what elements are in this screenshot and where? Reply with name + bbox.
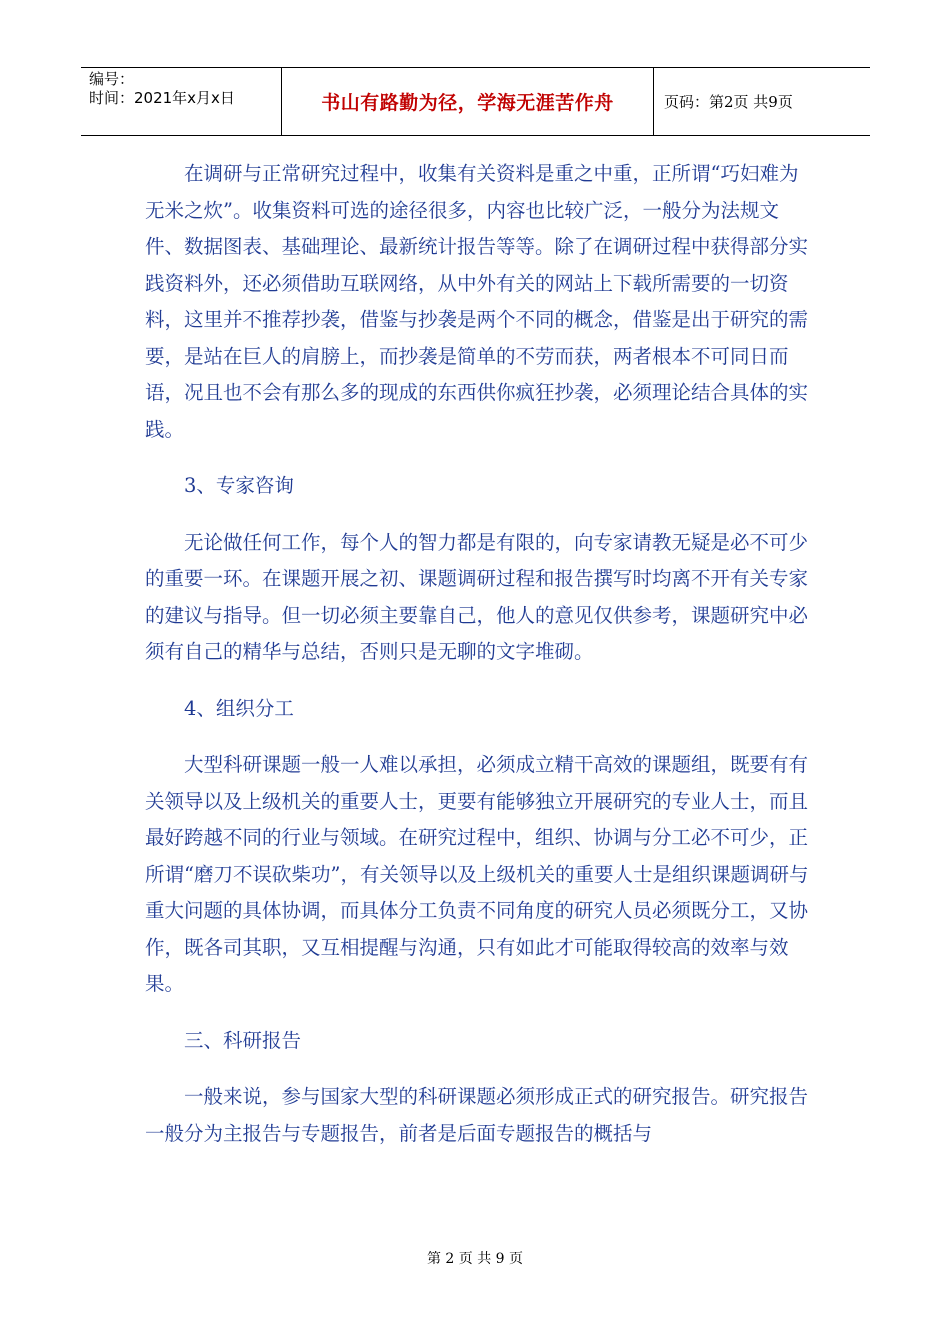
page-footer: 第 2 页 共 9 页 <box>426 1251 524 1267</box>
paragraph-experts: 无论做任何工作，每个人的智力都是有限的，向专家请教无疑是必不可少的重要一环。在课题开展之初、课题调研过程和报告撰写时均离不开有关专家的建议与指导。但一切必须主要靠自己，他人的意见仅供参考，课题研究中必须有自己的精华与总结，否则只是无聊的文字堆砌。 <box>145 530 809 663</box>
header-page-info: 页码：第2页 共9页 <box>664 93 793 111</box>
paragraph-report: 一般来说，参与国家大型的科研课题必须形成正式的研究报告。研究报告一般分为主报告与专题报告，前者是后面专题报告的概括与 <box>145 1085 809 1145</box>
document-body <box>145 156 810 1152</box>
header-motto: 书山有路勤为径，学海无涯苦作舟 <box>282 68 654 135</box>
heading-organization: 4、组织分工 <box>184 696 294 720</box>
header-meta-cell <box>81 68 282 135</box>
heading-expert-consultation: 3、专家咨询 <box>184 474 294 497</box>
number-label: 编号： <box>89 70 135 88</box>
paragraph-organization: 大型科研课题一般一人难以承担，必须成立精干高效的课题组，既要有有关领导以及上级机关的重要人士，更要有能够独立开展研究的专业人士，而且最好跨越不同的行业与领域。在研究过程中，组织、协调与分工必不可少，正所谓“磨刀不误砍柴功”，有关领导以及上级机关的重要人士是组织课题调研与重大问题的具体协调，而具体分工负责不同角度的研究人员必须既分工，又协作，既各司其职，又互相提醒与沟通，只有如此才可能取得较高的效率与效果。 <box>145 753 809 995</box>
time-label: 时间：2021年x月x日 <box>89 89 235 107</box>
heading-research-report: 三、科研报告 <box>184 1028 302 1052</box>
document-header <box>81 67 870 136</box>
paragraph-materials: 在调研与正常研究过程中，收集有关资料是重之中重，正所谓“巧妇难为无米之炊”。收集资料可选的途径很多，内容也比较广泛，一般分为法规文件、数据图表、基础理论、最新统计报告等等。除了在调研过程中获得部分实践资料外，还必须借助互联网络，从中外有关的网站上下载所需要的一切资料，这里并不推荐抄袭，借鉴与抄袭是两个不同的概念，借鉴是出于研究的需要，是站在巨人的肩膀上，而抄袭是简单的不劳而获，两者根本不可同日而语，况且也不会有那么多的现成的东西供你疯狂抄袭，必须理论结合具体的实践。 <box>145 162 809 441</box>
